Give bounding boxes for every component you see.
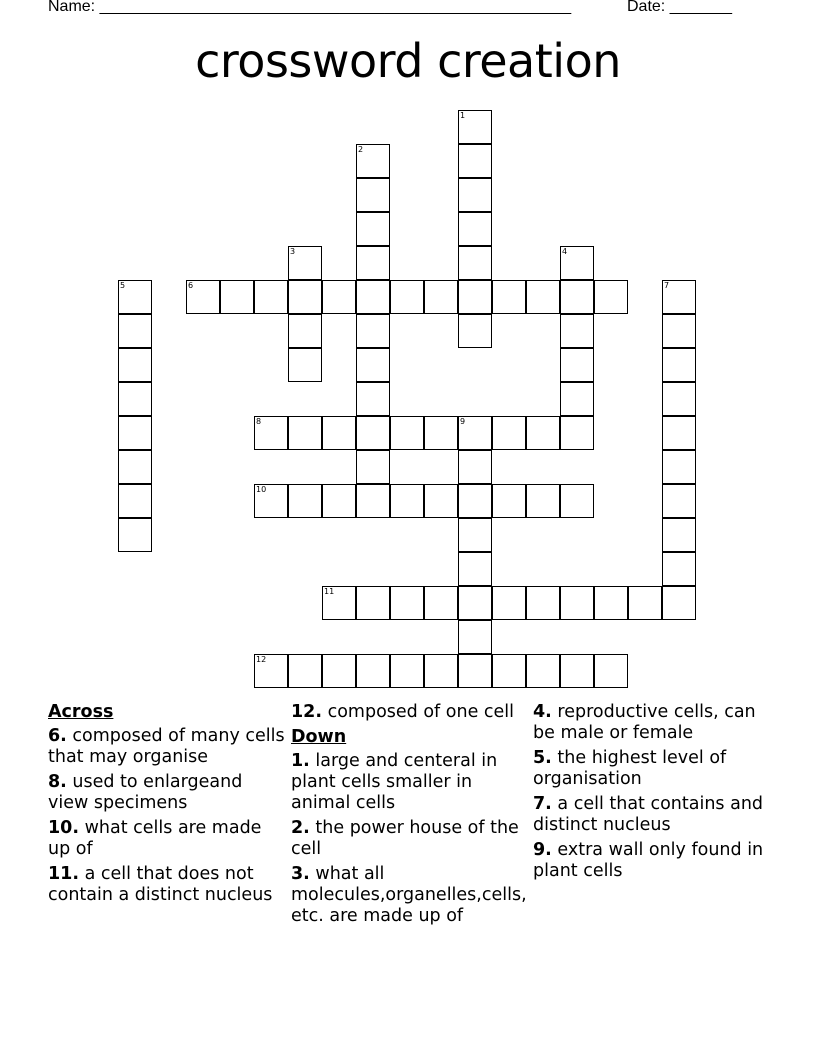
- grid-cell[interactable]: [390, 416, 424, 450]
- across-clue-8: [48, 772, 286, 814]
- across-clue-10: [48, 818, 286, 860]
- clue-number-label: 3: [290, 247, 296, 256]
- across-clue-11: [48, 864, 286, 906]
- clue-column-3: [533, 702, 773, 886]
- clue-number: 4.: [533, 702, 552, 722]
- across-clue-12: [291, 702, 529, 723]
- grid-cell[interactable]: [560, 416, 594, 450]
- grid-cell[interactable]: [560, 246, 594, 280]
- across-heading: Across: [48, 702, 114, 722]
- clue-text: a cell that contains and distinct nucleus: [533, 794, 764, 835]
- down-clue-1: [291, 751, 529, 814]
- grid-cell[interactable]: [560, 586, 594, 620]
- grid-cell[interactable]: [594, 280, 628, 314]
- grid-cell[interactable]: [186, 280, 220, 314]
- grid-cell[interactable]: [356, 654, 390, 688]
- grid-cell[interactable]: [254, 654, 288, 688]
- across-clue-6: [48, 726, 286, 768]
- grid-cell[interactable]: [390, 280, 424, 314]
- grid-cell[interactable]: [662, 484, 696, 518]
- name-field[interactable]: Name: _____________________________________________________: [48, 0, 572, 15]
- grid-cell[interactable]: [492, 484, 526, 518]
- grid-cell[interactable]: [560, 314, 594, 348]
- clue-text: reproductive cells, can be male or female: [533, 702, 756, 743]
- grid-cell[interactable]: [118, 280, 152, 314]
- clue-text: composed of one cell: [327, 702, 515, 722]
- grid-cell[interactable]: [560, 382, 594, 416]
- down-clue-4: [533, 702, 773, 744]
- grid-cell[interactable]: [118, 518, 152, 552]
- grid-cell[interactable]: [424, 586, 458, 620]
- clue-text: what all molecules,organelles,cells, etc. are made up of: [291, 864, 527, 926]
- grid-cell[interactable]: [458, 484, 492, 518]
- grid-cell[interactable]: [356, 280, 390, 314]
- grid-cell[interactable]: [288, 280, 322, 314]
- grid-cell[interactable]: [118, 382, 152, 416]
- grid-cell[interactable]: [424, 416, 458, 450]
- grid-cell[interactable]: [322, 654, 356, 688]
- grid-cell[interactable]: [526, 416, 560, 450]
- grid-cell[interactable]: [526, 654, 560, 688]
- grid-cell[interactable]: [458, 212, 492, 246]
- date-field[interactable]: Date: _______: [627, 0, 732, 15]
- grid-cell[interactable]: [526, 586, 560, 620]
- grid-cell[interactable]: [492, 586, 526, 620]
- grid-cell[interactable]: [288, 246, 322, 280]
- grid-cell[interactable]: [662, 314, 696, 348]
- grid-cell[interactable]: [458, 450, 492, 484]
- grid-cell[interactable]: [492, 416, 526, 450]
- grid-cell[interactable]: [356, 348, 390, 382]
- down-heading: Down: [291, 727, 347, 747]
- down-clue-2: [291, 818, 529, 860]
- grid-cell[interactable]: [526, 484, 560, 518]
- grid-cell[interactable]: [356, 450, 390, 484]
- grid-cell[interactable]: [662, 518, 696, 552]
- grid-cell[interactable]: [390, 586, 424, 620]
- grid-cell[interactable]: [458, 620, 492, 654]
- grid-cell[interactable]: [458, 144, 492, 178]
- grid-cell[interactable]: [560, 484, 594, 518]
- clue-number-label: 5: [120, 281, 126, 290]
- page-title: crossword creation: [195, 34, 621, 88]
- grid-cell[interactable]: [424, 280, 458, 314]
- grid-cell[interactable]: [118, 484, 152, 518]
- header: [0, 0, 816, 20]
- grid-cell[interactable]: [458, 416, 492, 450]
- grid-cell[interactable]: [288, 314, 322, 348]
- grid-cell[interactable]: [356, 416, 390, 450]
- grid-cell[interactable]: [220, 280, 254, 314]
- clue-number: 5.: [533, 748, 552, 768]
- grid-cell[interactable]: [560, 654, 594, 688]
- clue-number-label: 11: [324, 587, 335, 596]
- grid-cell[interactable]: [492, 654, 526, 688]
- grid-cell[interactable]: [254, 416, 288, 450]
- clue-number-label: 1: [460, 111, 466, 120]
- grid-cell[interactable]: [288, 654, 322, 688]
- grid-cell[interactable]: [322, 484, 356, 518]
- grid-cell[interactable]: [458, 518, 492, 552]
- grid-cell[interactable]: [322, 280, 356, 314]
- down-clue-3: [291, 864, 527, 927]
- grid-cell[interactable]: [288, 348, 322, 382]
- grid-cell[interactable]: [254, 484, 288, 518]
- grid-cell[interactable]: [356, 314, 390, 348]
- grid-cell[interactable]: [594, 654, 628, 688]
- grid-cell[interactable]: [458, 110, 492, 144]
- grid-cell[interactable]: [424, 484, 458, 518]
- grid-cell[interactable]: [526, 280, 560, 314]
- clue-number-label: 8: [256, 417, 262, 426]
- grid-cell[interactable]: [322, 586, 356, 620]
- clue-number: 6.: [48, 726, 67, 746]
- clue-text: used to enlargeand view specimens: [48, 772, 243, 813]
- grid-cell[interactable]: [458, 552, 492, 586]
- grid-cell[interactable]: [322, 416, 356, 450]
- clue-text: large and centeral in plant cells smaller in animal cells: [291, 751, 498, 813]
- grid-cell[interactable]: [458, 178, 492, 212]
- grid-cell[interactable]: [390, 654, 424, 688]
- grid-cell[interactable]: [662, 416, 696, 450]
- grid-cell[interactable]: [288, 484, 322, 518]
- clue-number: 11.: [48, 864, 80, 884]
- clue-number: 3.: [291, 864, 310, 884]
- grid-cell[interactable]: [662, 586, 696, 620]
- grid-cell[interactable]: [356, 246, 390, 280]
- grid-cell[interactable]: [662, 348, 696, 382]
- grid-cell[interactable]: [424, 654, 458, 688]
- grid-cell[interactable]: [458, 586, 492, 620]
- grid-cell[interactable]: [356, 212, 390, 246]
- grid-cell[interactable]: [492, 280, 526, 314]
- down-clue-5: [533, 748, 773, 790]
- grid-cell[interactable]: [594, 586, 628, 620]
- clue-number: 8.: [48, 772, 67, 792]
- grid-cell[interactable]: [118, 314, 152, 348]
- grid-cell[interactable]: [560, 280, 594, 314]
- grid-cell[interactable]: [662, 382, 696, 416]
- clue-number-label: 12: [256, 655, 267, 664]
- clue-number: 1.: [291, 751, 310, 771]
- clue-text: composed of many cells that may organise: [48, 726, 285, 767]
- grid-cell[interactable]: [458, 654, 492, 688]
- clue-number: 7.: [533, 794, 552, 814]
- clue-text: a cell that does not contain a distinct nucleus: [48, 864, 273, 905]
- grid-cell[interactable]: [662, 450, 696, 484]
- clue-text: the highest level of organisation: [533, 748, 727, 789]
- grid-cell[interactable]: [390, 484, 424, 518]
- grid-cell[interactable]: [662, 552, 696, 586]
- clue-column-2: [291, 702, 529, 931]
- down-clue-9: [533, 840, 773, 882]
- grid-cell[interactable]: [560, 348, 594, 382]
- clue-number-label: 9: [460, 417, 466, 426]
- down-clue-7: [533, 794, 773, 836]
- clue-text: the power house of the cell: [291, 818, 519, 859]
- clue-number: 12.: [291, 702, 323, 722]
- clue-number: 2.: [291, 818, 310, 838]
- grid-cell[interactable]: [118, 416, 152, 450]
- clue-number-label: 6: [188, 281, 194, 290]
- grid-cell[interactable]: [458, 246, 492, 280]
- clue-number-label: 4: [562, 247, 568, 256]
- grid-cell[interactable]: [458, 280, 492, 314]
- grid-cell[interactable]: [628, 586, 662, 620]
- grid-cell[interactable]: [356, 382, 390, 416]
- clue-number-label: 10: [256, 485, 267, 494]
- clue-number: 10.: [48, 818, 80, 838]
- clue-text: extra wall only found in plant cells: [533, 840, 764, 881]
- clue-column-1: [48, 702, 286, 910]
- grid-cell[interactable]: [356, 178, 390, 212]
- grid-cell[interactable]: [118, 450, 152, 484]
- grid-cell[interactable]: [662, 280, 696, 314]
- grid-cell[interactable]: [288, 416, 322, 450]
- clue-text: what cells are made up of: [48, 818, 262, 859]
- clue-number-label: 2: [358, 145, 364, 154]
- clue-number-label: 7: [664, 281, 670, 290]
- grid-cell[interactable]: [458, 314, 492, 348]
- grid-cell[interactable]: [118, 348, 152, 382]
- grid-cell[interactable]: [356, 484, 390, 518]
- grid-cell[interactable]: [356, 586, 390, 620]
- grid-cell[interactable]: [356, 144, 390, 178]
- grid-cell[interactable]: [254, 280, 288, 314]
- clue-number: 9.: [533, 840, 552, 860]
